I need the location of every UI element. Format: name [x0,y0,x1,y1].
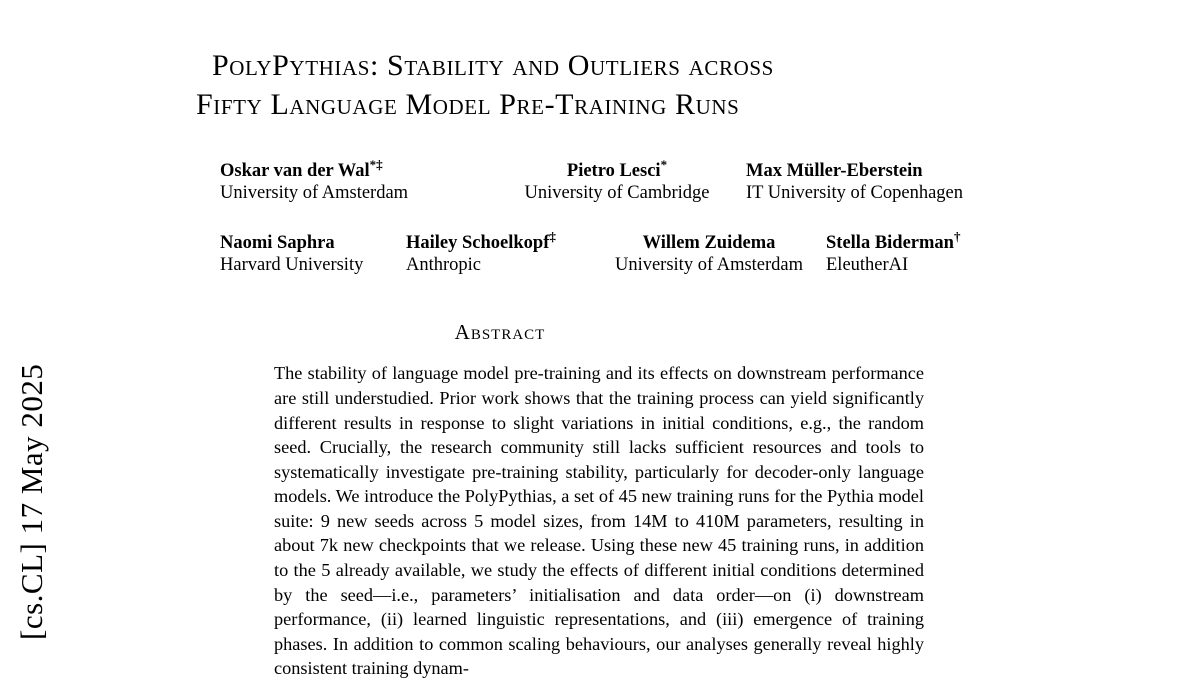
author-name: Oskar van der Wal*‡ [220,157,383,182]
author-affiliation: University of Amsterdam [220,183,409,204]
author-affiliation: University of Cambridge [524,183,710,204]
author-row [196,154,1002,204]
author-symbol: *‡ [369,157,383,172]
author-row [196,226,1002,276]
paper-page [196,0,1002,679]
author-entry [488,154,746,204]
author-affiliation: IT University of Copenhagen [746,183,963,204]
author-entry [826,226,986,276]
author-name: Hailey Schoelkopf‡ [406,229,556,254]
arxiv-stamp-text: [cs.CL] 17 May 2025 [14,363,49,640]
page-title [196,46,1002,124]
arxiv-identifier-stamp [0,0,64,648]
author-affiliation: Anthropic [406,255,482,276]
author-name: Pietro Lesci* [566,157,668,182]
author-symbol: † [953,229,961,245]
author-affiliation: University of Amsterdam [614,255,804,276]
abstract-text: The stability of language model pre-training and its effects on downstream performance are still understudied. Prior work shows that the training process can yield significantly different results in response to slight variations in initial conditions, e.g., the random seed. Crucially, the research community still lacks sufficient resources and tools to systematically investigate pre-training stability, particularly for decoder-only language models. We introduce the PolyPythias, a set of 45 new training runs for the Pythia model suite: 9 new seeds across 5 model sizes, from 14M to 410M parameters, resulting in about 7k new checkpoints that we release. Using these new 45 training runs, in addition to the 5 already available, we study the effects of different initial conditions determined by the seed—i.e., parameters’ initialisation and data order—on (i) downstream performance, (ii) learned linguistic representations, and (iii) emergence of training phases. In addition to common scaling behaviours, our analyses generally reveal highly consistent training dynam- [274,363,924,679]
author-affiliation: EleutherAI [826,255,909,276]
title-line-2: Fifty Language Model Pre-Training Runs [196,88,740,121]
title-line-1: PolyPythias: Stability and Outliers across [212,49,774,82]
author-name: Naomi Saphra [220,233,335,254]
author-symbol: * [660,157,668,172]
author-block [196,154,1002,276]
author-name: Stella Biderman† [826,229,961,254]
author-entry [220,154,488,204]
abstract-heading: Abstract [454,320,546,345]
author-name: Max Müller-Eberstein [746,161,923,182]
author-entry [406,226,592,276]
author-symbol: ‡ [549,229,556,245]
author-entry [592,226,826,276]
author-entry [746,154,986,204]
author-entry [220,226,406,276]
author-name: Willem Zuidema [642,233,776,254]
author-affiliation: Harvard University [220,255,364,276]
